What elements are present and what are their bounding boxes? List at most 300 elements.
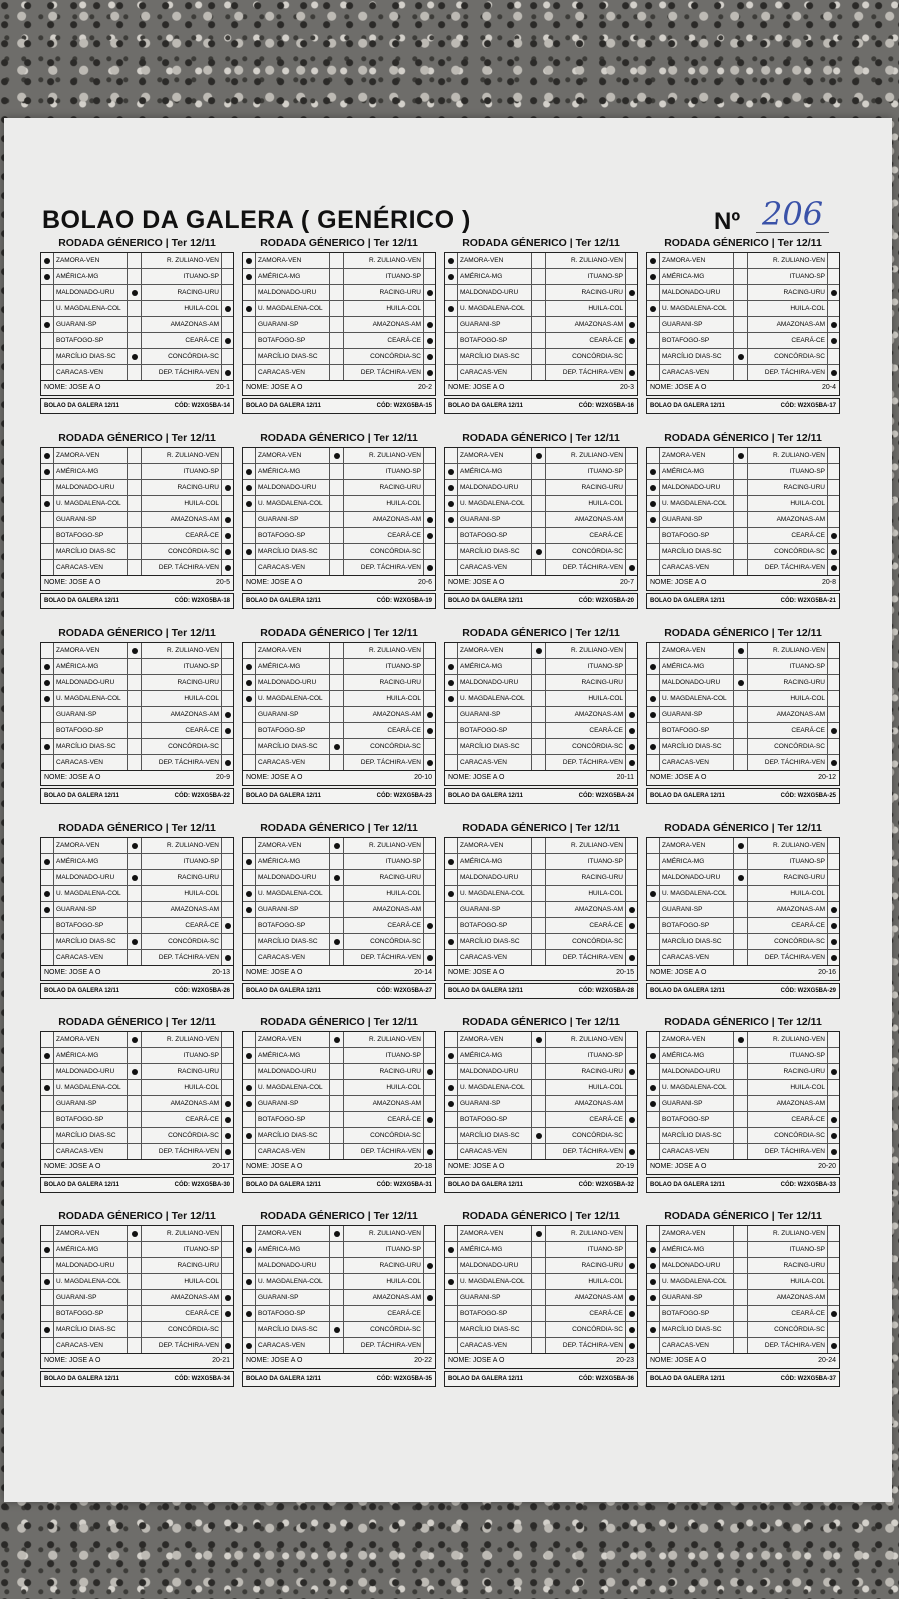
draw-pick-cell[interactable] [330,838,344,853]
draw-pick-cell[interactable] [532,950,546,965]
home-pick-cell[interactable] [41,496,54,511]
home-pick-cell[interactable] [445,464,458,479]
home-pick-cell[interactable] [243,448,256,463]
home-pick-cell[interactable] [41,1096,54,1111]
home-pick-cell[interactable] [647,1226,660,1241]
away-pick-cell[interactable] [626,1290,637,1305]
draw-pick-cell[interactable] [532,301,546,316]
draw-pick-cell[interactable] [734,739,748,754]
home-pick-cell[interactable] [445,269,458,284]
away-pick-cell[interactable] [424,1096,435,1111]
away-pick-cell[interactable] [626,496,637,511]
away-pick-cell[interactable] [424,528,435,543]
draw-pick-cell[interactable] [532,269,546,284]
draw-pick-cell[interactable] [734,870,748,885]
home-pick-cell[interactable] [41,301,54,316]
away-pick-cell[interactable] [828,854,839,869]
draw-pick-cell[interactable] [330,1048,344,1063]
draw-pick-cell[interactable] [330,755,344,770]
draw-pick-cell[interactable] [532,1290,546,1305]
draw-pick-cell[interactable] [532,1096,546,1111]
away-pick-cell[interactable] [424,950,435,965]
home-pick-cell[interactable] [445,1258,458,1273]
away-pick-cell[interactable] [828,950,839,965]
home-pick-cell[interactable] [445,512,458,527]
draw-pick-cell[interactable] [128,1128,142,1143]
home-pick-cell[interactable] [41,253,54,268]
home-pick-cell[interactable] [445,1274,458,1289]
away-pick-cell[interactable] [222,1274,233,1289]
home-pick-cell[interactable] [445,1096,458,1111]
home-pick-cell[interactable] [647,1144,660,1159]
draw-pick-cell[interactable] [734,349,748,364]
away-pick-cell[interactable] [828,1290,839,1305]
home-pick-cell[interactable] [647,285,660,300]
home-pick-cell[interactable] [445,1128,458,1143]
away-pick-cell[interactable] [828,755,839,770]
home-pick-cell[interactable] [41,723,54,738]
away-pick-cell[interactable] [626,1080,637,1095]
draw-pick-cell[interactable] [330,1242,344,1257]
away-pick-cell[interactable] [626,950,637,965]
draw-pick-cell[interactable] [532,902,546,917]
home-pick-cell[interactable] [647,365,660,380]
home-pick-cell[interactable] [243,1274,256,1289]
draw-pick-cell[interactable] [330,1322,344,1337]
draw-pick-cell[interactable] [532,1242,546,1257]
home-pick-cell[interactable] [647,934,660,949]
away-pick-cell[interactable] [828,464,839,479]
draw-pick-cell[interactable] [330,643,344,658]
draw-pick-cell[interactable] [128,659,142,674]
home-pick-cell[interactable] [243,707,256,722]
away-pick-cell[interactable] [626,739,637,754]
draw-pick-cell[interactable] [532,886,546,901]
home-pick-cell[interactable] [41,1226,54,1241]
draw-pick-cell[interactable] [128,317,142,332]
away-pick-cell[interactable] [626,1306,637,1321]
draw-pick-cell[interactable] [532,1128,546,1143]
home-pick-cell[interactable] [243,659,256,674]
home-pick-cell[interactable] [243,560,256,575]
home-pick-cell[interactable] [243,902,256,917]
home-pick-cell[interactable] [41,854,54,869]
away-pick-cell[interactable] [222,659,233,674]
draw-pick-cell[interactable] [330,285,344,300]
away-pick-cell[interactable] [828,675,839,690]
draw-pick-cell[interactable] [532,253,546,268]
home-pick-cell[interactable] [647,528,660,543]
away-pick-cell[interactable] [222,886,233,901]
home-pick-cell[interactable] [41,1032,54,1047]
home-pick-cell[interactable] [445,253,458,268]
away-pick-cell[interactable] [424,691,435,706]
draw-pick-cell[interactable] [128,1306,142,1321]
away-pick-cell[interactable] [626,723,637,738]
draw-pick-cell[interactable] [330,739,344,754]
home-pick-cell[interactable] [41,544,54,559]
draw-pick-cell[interactable] [734,269,748,284]
home-pick-cell[interactable] [41,1144,54,1159]
draw-pick-cell[interactable] [330,1290,344,1305]
home-pick-cell[interactable] [647,333,660,348]
draw-pick-cell[interactable] [128,707,142,722]
away-pick-cell[interactable] [828,496,839,511]
away-pick-cell[interactable] [626,643,637,658]
draw-pick-cell[interactable] [128,1032,142,1047]
home-pick-cell[interactable] [445,333,458,348]
away-pick-cell[interactable] [828,1242,839,1257]
draw-pick-cell[interactable] [532,512,546,527]
away-pick-cell[interactable] [424,1064,435,1079]
draw-pick-cell[interactable] [734,1338,748,1353]
draw-pick-cell[interactable] [330,886,344,901]
draw-pick-cell[interactable] [128,691,142,706]
away-pick-cell[interactable] [222,675,233,690]
draw-pick-cell[interactable] [128,643,142,658]
draw-pick-cell[interactable] [532,659,546,674]
away-pick-cell[interactable] [828,691,839,706]
draw-pick-cell[interactable] [532,755,546,770]
away-pick-cell[interactable] [424,253,435,268]
away-pick-cell[interactable] [424,723,435,738]
home-pick-cell[interactable] [647,269,660,284]
home-pick-cell[interactable] [41,1306,54,1321]
away-pick-cell[interactable] [222,1258,233,1273]
draw-pick-cell[interactable] [532,560,546,575]
home-pick-cell[interactable] [243,480,256,495]
home-pick-cell[interactable] [243,1032,256,1047]
home-pick-cell[interactable] [41,886,54,901]
away-pick-cell[interactable] [424,1242,435,1257]
draw-pick-cell[interactable] [330,464,344,479]
away-pick-cell[interactable] [828,253,839,268]
away-pick-cell[interactable] [828,333,839,348]
home-pick-cell[interactable] [243,333,256,348]
draw-pick-cell[interactable] [532,1080,546,1095]
away-pick-cell[interactable] [828,1032,839,1047]
away-pick-cell[interactable] [828,886,839,901]
home-pick-cell[interactable] [243,1290,256,1305]
draw-pick-cell[interactable] [532,349,546,364]
draw-pick-cell[interactable] [734,1226,748,1241]
home-pick-cell[interactable] [41,675,54,690]
away-pick-cell[interactable] [626,870,637,885]
away-pick-cell[interactable] [828,870,839,885]
draw-pick-cell[interactable] [330,1274,344,1289]
home-pick-cell[interactable] [41,1048,54,1063]
away-pick-cell[interactable] [222,1290,233,1305]
home-pick-cell[interactable] [445,301,458,316]
draw-pick-cell[interactable] [128,1274,142,1289]
draw-pick-cell[interactable] [330,1080,344,1095]
home-pick-cell[interactable] [243,1064,256,1079]
draw-pick-cell[interactable] [532,691,546,706]
draw-pick-cell[interactable] [532,870,546,885]
home-pick-cell[interactable] [243,285,256,300]
home-pick-cell[interactable] [647,512,660,527]
draw-pick-cell[interactable] [734,301,748,316]
away-pick-cell[interactable] [828,285,839,300]
draw-pick-cell[interactable] [532,285,546,300]
draw-pick-cell[interactable] [734,1128,748,1143]
draw-pick-cell[interactable] [734,918,748,933]
away-pick-cell[interactable] [222,1096,233,1111]
draw-pick-cell[interactable] [128,918,142,933]
away-pick-cell[interactable] [828,1258,839,1273]
home-pick-cell[interactable] [445,285,458,300]
draw-pick-cell[interactable] [128,269,142,284]
home-pick-cell[interactable] [445,854,458,869]
draw-pick-cell[interactable] [330,544,344,559]
away-pick-cell[interactable] [626,1258,637,1273]
draw-pick-cell[interactable] [734,755,748,770]
home-pick-cell[interactable] [243,1144,256,1159]
home-pick-cell[interactable] [243,755,256,770]
home-pick-cell[interactable] [41,755,54,770]
home-pick-cell[interactable] [243,301,256,316]
away-pick-cell[interactable] [424,365,435,380]
away-pick-cell[interactable] [424,1032,435,1047]
away-pick-cell[interactable] [222,496,233,511]
away-pick-cell[interactable] [424,643,435,658]
draw-pick-cell[interactable] [734,496,748,511]
home-pick-cell[interactable] [445,755,458,770]
draw-pick-cell[interactable] [734,1322,748,1337]
draw-pick-cell[interactable] [532,838,546,853]
draw-pick-cell[interactable] [734,886,748,901]
draw-pick-cell[interactable] [128,480,142,495]
home-pick-cell[interactable] [41,934,54,949]
draw-pick-cell[interactable] [532,317,546,332]
away-pick-cell[interactable] [828,480,839,495]
away-pick-cell[interactable] [222,1112,233,1127]
draw-pick-cell[interactable] [128,1322,142,1337]
home-pick-cell[interactable] [41,838,54,853]
away-pick-cell[interactable] [626,333,637,348]
away-pick-cell[interactable] [626,544,637,559]
away-pick-cell[interactable] [222,301,233,316]
draw-pick-cell[interactable] [532,496,546,511]
draw-pick-cell[interactable] [128,464,142,479]
away-pick-cell[interactable] [424,934,435,949]
draw-pick-cell[interactable] [330,1128,344,1143]
away-pick-cell[interactable] [828,544,839,559]
home-pick-cell[interactable] [647,902,660,917]
draw-pick-cell[interactable] [330,1258,344,1273]
home-pick-cell[interactable] [243,1096,256,1111]
draw-pick-cell[interactable] [330,707,344,722]
draw-pick-cell[interactable] [330,902,344,917]
draw-pick-cell[interactable] [330,1226,344,1241]
home-pick-cell[interactable] [41,448,54,463]
draw-pick-cell[interactable] [532,480,546,495]
home-pick-cell[interactable] [243,934,256,949]
away-pick-cell[interactable] [626,838,637,853]
home-pick-cell[interactable] [445,723,458,738]
away-pick-cell[interactable] [424,1338,435,1353]
draw-pick-cell[interactable] [734,1242,748,1257]
draw-pick-cell[interactable] [128,496,142,511]
away-pick-cell[interactable] [828,1128,839,1143]
away-pick-cell[interactable] [222,854,233,869]
home-pick-cell[interactable] [445,950,458,965]
home-pick-cell[interactable] [41,1064,54,1079]
home-pick-cell[interactable] [243,950,256,965]
draw-pick-cell[interactable] [532,464,546,479]
away-pick-cell[interactable] [626,1112,637,1127]
home-pick-cell[interactable] [647,1096,660,1111]
away-pick-cell[interactable] [424,918,435,933]
away-pick-cell[interactable] [828,512,839,527]
home-pick-cell[interactable] [41,1128,54,1143]
away-pick-cell[interactable] [828,301,839,316]
away-pick-cell[interactable] [626,480,637,495]
draw-pick-cell[interactable] [128,528,142,543]
draw-pick-cell[interactable] [128,1064,142,1079]
home-pick-cell[interactable] [445,1226,458,1241]
away-pick-cell[interactable] [424,739,435,754]
home-pick-cell[interactable] [243,838,256,853]
draw-pick-cell[interactable] [128,886,142,901]
away-pick-cell[interactable] [626,269,637,284]
home-pick-cell[interactable] [647,755,660,770]
home-pick-cell[interactable] [647,349,660,364]
draw-pick-cell[interactable] [734,950,748,965]
home-pick-cell[interactable] [41,918,54,933]
away-pick-cell[interactable] [828,723,839,738]
away-pick-cell[interactable] [626,349,637,364]
draw-pick-cell[interactable] [330,1096,344,1111]
home-pick-cell[interactable] [647,1338,660,1353]
draw-pick-cell[interactable] [128,950,142,965]
away-pick-cell[interactable] [626,1226,637,1241]
away-pick-cell[interactable] [424,301,435,316]
home-pick-cell[interactable] [647,464,660,479]
draw-pick-cell[interactable] [330,512,344,527]
draw-pick-cell[interactable] [734,448,748,463]
draw-pick-cell[interactable] [330,480,344,495]
home-pick-cell[interactable] [647,301,660,316]
home-pick-cell[interactable] [41,317,54,332]
away-pick-cell[interactable] [626,1032,637,1047]
away-pick-cell[interactable] [424,1144,435,1159]
draw-pick-cell[interactable] [532,1032,546,1047]
away-pick-cell[interactable] [626,1064,637,1079]
draw-pick-cell[interactable] [128,675,142,690]
home-pick-cell[interactable] [243,1338,256,1353]
home-pick-cell[interactable] [243,349,256,364]
away-pick-cell[interactable] [424,886,435,901]
draw-pick-cell[interactable] [532,1144,546,1159]
home-pick-cell[interactable] [445,1144,458,1159]
home-pick-cell[interactable] [41,512,54,527]
home-pick-cell[interactable] [243,1048,256,1063]
away-pick-cell[interactable] [222,528,233,543]
home-pick-cell[interactable] [647,448,660,463]
home-pick-cell[interactable] [647,560,660,575]
away-pick-cell[interactable] [222,269,233,284]
home-pick-cell[interactable] [445,918,458,933]
draw-pick-cell[interactable] [128,448,142,463]
away-pick-cell[interactable] [626,528,637,543]
draw-pick-cell[interactable] [330,659,344,674]
home-pick-cell[interactable] [647,870,660,885]
home-pick-cell[interactable] [647,1032,660,1047]
home-pick-cell[interactable] [243,512,256,527]
draw-pick-cell[interactable] [128,1048,142,1063]
draw-pick-cell[interactable] [532,723,546,738]
away-pick-cell[interactable] [424,675,435,690]
away-pick-cell[interactable] [626,365,637,380]
away-pick-cell[interactable] [626,886,637,901]
draw-pick-cell[interactable] [734,723,748,738]
home-pick-cell[interactable] [243,269,256,284]
draw-pick-cell[interactable] [128,1144,142,1159]
away-pick-cell[interactable] [828,448,839,463]
home-pick-cell[interactable] [41,1322,54,1337]
away-pick-cell[interactable] [222,1226,233,1241]
home-pick-cell[interactable] [41,1080,54,1095]
home-pick-cell[interactable] [243,691,256,706]
home-pick-cell[interactable] [445,838,458,853]
home-pick-cell[interactable] [445,544,458,559]
draw-pick-cell[interactable] [330,269,344,284]
draw-pick-cell[interactable] [532,707,546,722]
away-pick-cell[interactable] [222,480,233,495]
away-pick-cell[interactable] [424,1258,435,1273]
home-pick-cell[interactable] [445,480,458,495]
away-pick-cell[interactable] [424,854,435,869]
draw-pick-cell[interactable] [330,1032,344,1047]
away-pick-cell[interactable] [828,269,839,284]
away-pick-cell[interactable] [424,838,435,853]
draw-pick-cell[interactable] [532,1322,546,1337]
draw-pick-cell[interactable] [330,1306,344,1321]
away-pick-cell[interactable] [222,755,233,770]
away-pick-cell[interactable] [828,1226,839,1241]
draw-pick-cell[interactable] [330,934,344,949]
away-pick-cell[interactable] [828,1080,839,1095]
draw-pick-cell[interactable] [128,838,142,853]
away-pick-cell[interactable] [424,269,435,284]
home-pick-cell[interactable] [243,1258,256,1273]
draw-pick-cell[interactable] [532,739,546,754]
away-pick-cell[interactable] [828,643,839,658]
draw-pick-cell[interactable] [532,1112,546,1127]
away-pick-cell[interactable] [424,707,435,722]
away-pick-cell[interactable] [828,1306,839,1321]
away-pick-cell[interactable] [222,365,233,380]
draw-pick-cell[interactable] [532,1258,546,1273]
draw-pick-cell[interactable] [330,365,344,380]
home-pick-cell[interactable] [243,1112,256,1127]
away-pick-cell[interactable] [828,902,839,917]
away-pick-cell[interactable] [424,902,435,917]
home-pick-cell[interactable] [647,854,660,869]
away-pick-cell[interactable] [222,1306,233,1321]
away-pick-cell[interactable] [424,1290,435,1305]
away-pick-cell[interactable] [626,1322,637,1337]
draw-pick-cell[interactable] [330,870,344,885]
home-pick-cell[interactable] [41,1242,54,1257]
away-pick-cell[interactable] [626,285,637,300]
draw-pick-cell[interactable] [330,1144,344,1159]
home-pick-cell[interactable] [41,1112,54,1127]
away-pick-cell[interactable] [222,1048,233,1063]
draw-pick-cell[interactable] [330,675,344,690]
away-pick-cell[interactable] [626,854,637,869]
